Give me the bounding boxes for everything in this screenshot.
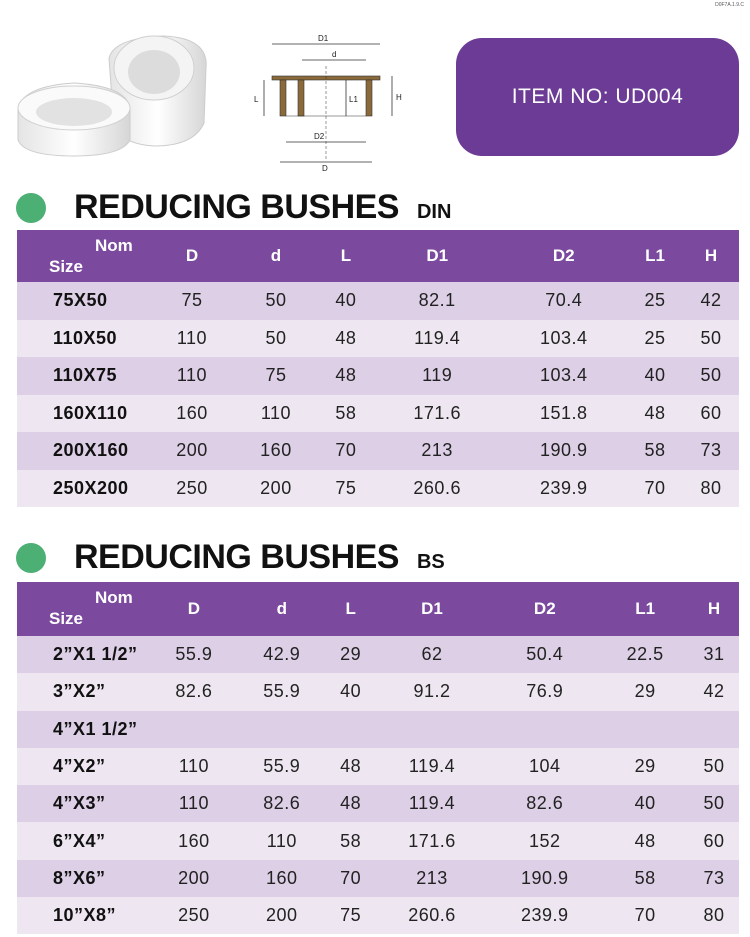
dimension-cell: 200 <box>238 897 326 934</box>
dimension-diagram <box>250 30 420 175</box>
nominal-size-cell: 3”X2” <box>17 673 150 710</box>
dimension-cell: 25 <box>627 282 683 320</box>
table-row <box>17 673 739 710</box>
nominal-size-cell: 4”X2” <box>17 748 150 785</box>
dim-label-H: H <box>396 93 402 102</box>
dimension-cell <box>150 711 238 748</box>
dimension-cell: 42 <box>683 282 739 320</box>
table-row <box>17 357 739 395</box>
dimension-cell: 151.8 <box>500 395 627 433</box>
col-header: d <box>238 582 326 636</box>
dimension-cell: 190.9 <box>488 860 601 897</box>
dimension-cell: 40 <box>601 785 689 822</box>
dimension-cell: 50 <box>683 357 739 395</box>
dimension-cell: 58 <box>318 395 374 433</box>
dimension-cell: 75 <box>150 282 234 320</box>
dimension-cell: 73 <box>689 860 739 897</box>
dimension-cell: 29 <box>601 673 689 710</box>
bs-standard: BS <box>416 551 445 573</box>
dimension-cell: 55.9 <box>238 673 326 710</box>
table-row <box>17 748 739 785</box>
col-header: L1 <box>627 230 683 282</box>
dimension-cell: 160 <box>234 432 318 470</box>
col-header: L <box>318 230 374 282</box>
dimension-cell <box>601 711 689 748</box>
dimension-cell: 239.9 <box>488 897 601 934</box>
dimension-cell <box>376 711 489 748</box>
dimension-cell: 190.9 <box>500 432 627 470</box>
nominal-size-cell: 4”X1 1/2” <box>17 711 150 748</box>
col-header: d <box>234 230 318 282</box>
col-header: L1 <box>601 582 689 636</box>
table-row <box>17 860 739 897</box>
dimension-cell: 82.6 <box>150 673 238 710</box>
nom-header: Nom <box>95 588 133 607</box>
dimension-cell: 160 <box>150 395 234 433</box>
dimension-cell: 119.4 <box>374 320 501 358</box>
dimension-cell: 110 <box>150 785 238 822</box>
table-row <box>17 470 739 508</box>
dimension-cell: 31 <box>689 636 739 673</box>
dim-label-L1: L1 <box>349 95 358 104</box>
bs-title: REDUCING BUSHES <box>74 538 399 576</box>
dimension-cell: 75 <box>234 357 318 395</box>
dimension-cell: 213 <box>374 432 501 470</box>
table-row <box>17 711 739 748</box>
dimension-cell: 260.6 <box>376 897 489 934</box>
nom-size-header <box>17 230 150 282</box>
nom-size-header <box>17 582 150 636</box>
bullet-dot-icon <box>16 543 46 573</box>
dimension-cell: 29 <box>601 748 689 785</box>
dimension-cell: 75 <box>318 470 374 508</box>
dimension-cell: 110 <box>150 748 238 785</box>
item-number-badge <box>456 38 739 156</box>
dimension-cell <box>488 711 601 748</box>
nom-header: Nom <box>95 236 133 255</box>
dimension-cell: 40 <box>318 282 374 320</box>
dimension-cell: 200 <box>150 860 238 897</box>
dimension-cell: 250 <box>150 897 238 934</box>
col-header: H <box>683 230 739 282</box>
nominal-size-cell: 4”X3” <box>17 785 150 822</box>
dimension-cell: 91.2 <box>376 673 489 710</box>
dimension-cell: 50 <box>689 785 739 822</box>
table-row <box>17 282 739 320</box>
nominal-size-cell: 250X200 <box>17 470 150 508</box>
dimension-cell: 50 <box>689 748 739 785</box>
dimension-cell <box>326 711 376 748</box>
nominal-size-cell: 10”X8” <box>17 897 150 934</box>
dimension-cell: 260.6 <box>374 470 501 508</box>
corner-code: D0F7A.1.9.C <box>715 2 744 8</box>
dimension-cell: 82.1 <box>374 282 501 320</box>
nominal-size-cell: 110X75 <box>17 357 150 395</box>
table-row <box>17 395 739 433</box>
dim-label-D: D <box>322 164 328 173</box>
dimension-cell: 76.9 <box>488 673 601 710</box>
nominal-size-cell: 200X160 <box>17 432 150 470</box>
dimension-cell: 50 <box>234 320 318 358</box>
dimension-cell: 42 <box>689 673 739 710</box>
nominal-size-cell: 75X50 <box>17 282 150 320</box>
dimension-cell: 82.6 <box>238 785 326 822</box>
dimension-cell: 55.9 <box>238 748 326 785</box>
table-row <box>17 785 739 822</box>
dimension-cell: 48 <box>627 395 683 433</box>
dimension-cell: 171.6 <box>374 395 501 433</box>
dimension-cell: 110 <box>238 822 326 859</box>
dimension-cell: 104 <box>488 748 601 785</box>
dimension-cell <box>689 711 739 748</box>
col-header: L <box>326 582 376 636</box>
dimension-cell: 119 <box>374 357 501 395</box>
dimension-cell: 70 <box>326 860 376 897</box>
dimension-cell: 70.4 <box>500 282 627 320</box>
dim-label-D1: D1 <box>318 34 329 43</box>
bs-header-row <box>17 582 739 636</box>
nominal-size-cell: 160X110 <box>17 395 150 433</box>
dimension-cell: 171.6 <box>376 822 489 859</box>
dimension-cell: 70 <box>601 897 689 934</box>
table-row <box>17 897 739 934</box>
din-header-row <box>17 230 739 282</box>
dimension-cell: 42.9 <box>238 636 326 673</box>
table-row <box>17 636 739 673</box>
col-header: D <box>150 230 234 282</box>
dim-label-D2: D2 <box>314 132 325 141</box>
din-title: REDUCING BUSHES <box>74 188 399 226</box>
dimension-cell: 58 <box>601 860 689 897</box>
table-row <box>17 822 739 859</box>
dimension-cell: 40 <box>326 673 376 710</box>
dim-label-L: L <box>254 95 259 104</box>
dimension-cell: 200 <box>234 470 318 508</box>
dimension-cell: 55.9 <box>150 636 238 673</box>
dimension-cell: 62 <box>376 636 489 673</box>
dimension-cell: 22.5 <box>601 636 689 673</box>
dim-label-d: d <box>332 50 337 59</box>
size-header: Size <box>49 257 84 276</box>
dimension-cell: 29 <box>326 636 376 673</box>
dimension-cell: 50.4 <box>488 636 601 673</box>
col-header: D2 <box>500 230 627 282</box>
bs-section-heading <box>16 538 445 577</box>
col-header: D1 <box>376 582 489 636</box>
dimension-cell: 60 <box>689 822 739 859</box>
dimension-cell: 82.6 <box>488 785 601 822</box>
size-header: Size <box>49 609 84 628</box>
item-number: ITEM NO: UD004 <box>511 85 684 108</box>
dimension-cell: 70 <box>318 432 374 470</box>
table-row <box>17 320 739 358</box>
nominal-size-cell: 2”X1 1/2” <box>17 636 150 673</box>
reducing-bush-product-photo <box>14 28 214 158</box>
dimension-cell: 110 <box>150 357 234 395</box>
dimension-cell: 48 <box>601 822 689 859</box>
dimension-cell: 73 <box>683 432 739 470</box>
dimension-cell: 239.9 <box>500 470 627 508</box>
dimension-cell: 40 <box>627 357 683 395</box>
dimension-cell: 160 <box>238 860 326 897</box>
dimension-cell: 48 <box>326 785 376 822</box>
dimension-cell: 80 <box>683 470 739 508</box>
din-standard: DIN <box>416 201 452 223</box>
col-header: D2 <box>488 582 601 636</box>
dimension-cell: 119.4 <box>376 785 489 822</box>
nominal-size-cell: 110X50 <box>17 320 150 358</box>
dimension-cell: 25 <box>627 320 683 358</box>
din-section-heading <box>16 188 451 227</box>
col-header: D1 <box>374 230 501 282</box>
dimension-cell: 160 <box>150 822 238 859</box>
table-row <box>17 432 739 470</box>
bullet-dot-icon <box>16 193 46 223</box>
bs-table <box>17 582 739 934</box>
dimension-cell <box>238 711 326 748</box>
col-header: D <box>150 582 238 636</box>
dimension-cell: 48 <box>318 357 374 395</box>
dimension-cell: 70 <box>627 470 683 508</box>
nominal-size-cell: 8”X6” <box>17 860 150 897</box>
dimension-cell: 80 <box>689 897 739 934</box>
nominal-size-cell: 6”X4” <box>17 822 150 859</box>
dimension-cell: 119.4 <box>376 748 489 785</box>
dimension-cell: 75 <box>326 897 376 934</box>
dimension-cell: 103.4 <box>500 320 627 358</box>
dimension-cell: 103.4 <box>500 357 627 395</box>
dimension-cell: 110 <box>150 320 234 358</box>
dimension-cell: 250 <box>150 470 234 508</box>
dimension-cell: 213 <box>376 860 489 897</box>
dimension-cell: 48 <box>318 320 374 358</box>
dimension-cell: 200 <box>150 432 234 470</box>
dimension-cell: 110 <box>234 395 318 433</box>
dimension-cell: 152 <box>488 822 601 859</box>
dimension-cell: 50 <box>683 320 739 358</box>
col-header: H <box>689 582 739 636</box>
dimension-cell: 58 <box>627 432 683 470</box>
dimension-cell: 48 <box>326 748 376 785</box>
dimension-cell: 60 <box>683 395 739 433</box>
din-table <box>17 230 739 507</box>
dimension-cell: 50 <box>234 282 318 320</box>
dimension-cell: 58 <box>326 822 376 859</box>
